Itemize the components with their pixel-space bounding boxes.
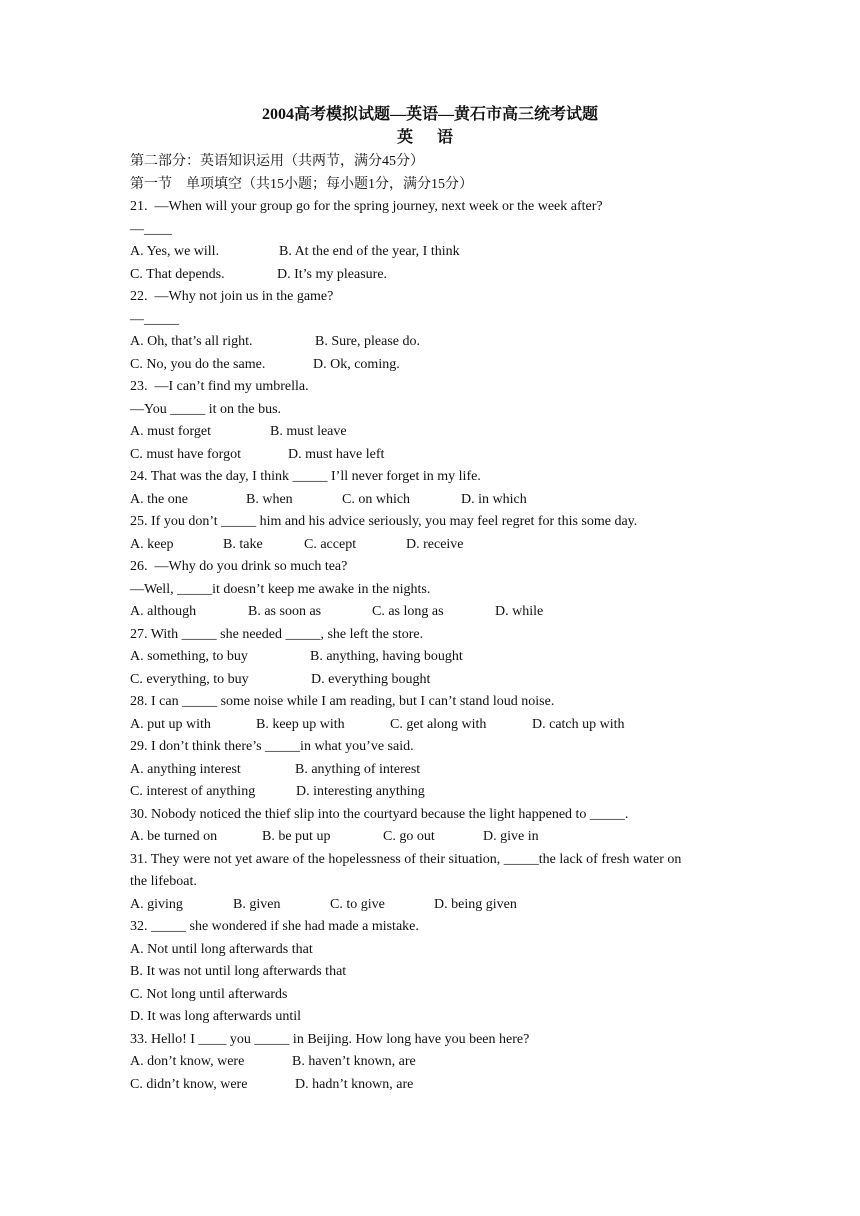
option-row [130, 714, 740, 737]
answer-option: A. be turned on [130, 829, 218, 844]
question-line: C. Not long until afterwards [130, 986, 288, 1002]
option-row [130, 646, 740, 669]
answer-option: A. don’t know, were [130, 1054, 245, 1069]
answer-option: C. interest of anything [130, 784, 256, 799]
option-row [130, 331, 740, 354]
answer-option: C. get along with [390, 716, 487, 732]
section-heading: 第二部分：英语知识运用（共两节，满分45分） [130, 154, 424, 169]
answer-option: B. as soon as [248, 604, 322, 619]
answer-option: D. while [495, 604, 544, 619]
question-line: 24. That was the day, I think _____ I’ll never forget in my life. [130, 469, 481, 484]
answer-option: D. give in [483, 829, 539, 844]
question-line: D. It was long afterwards until [130, 1009, 302, 1024]
question-line: 26. —Why do you drink so much tea? [130, 559, 348, 574]
answer-option: D. It’s my pleasure. [277, 266, 388, 282]
answer-option: A. put up with [130, 716, 211, 732]
answer-option: C. on which [342, 491, 411, 507]
page-subtitle: 英 语 [396, 129, 463, 146]
question-line: —Well, _____it doesn’t keep me awake in the nights. [130, 581, 431, 597]
option-row [130, 826, 740, 849]
answer-option: D. everything bought [311, 671, 431, 687]
answer-option: B. be put up [262, 829, 331, 844]
answer-option: B. take [223, 536, 263, 552]
answer-option: B. Sure, please do. [315, 334, 420, 349]
document-body [130, 151, 740, 1096]
option-row [130, 444, 740, 467]
answer-option: A. anything interest [130, 761, 241, 777]
answer-option: D. interesting anything [296, 784, 425, 799]
answer-option: D. in which [461, 491, 527, 507]
option-row [130, 1051, 740, 1074]
answer-option: B. At the end of the year, I think [279, 244, 460, 259]
answer-option: C. go out [383, 829, 435, 844]
answer-option: C. didn’t know, were [130, 1076, 248, 1092]
question-line: 32. _____ she wondered if she had made a mistake. [130, 919, 419, 934]
option-row [130, 669, 740, 692]
option-row [130, 354, 740, 377]
question-line: 21. —When will your group go for the spring journey, next week or the week after? [130, 199, 603, 214]
answer-option: C. as long as [372, 604, 444, 619]
answer-option: D. being given [434, 896, 517, 912]
option-row [130, 894, 740, 917]
answer-option: A. must forget [130, 424, 212, 439]
question-line: B. It was not until long afterwards that [130, 964, 347, 979]
answer-option: A. the one [130, 491, 188, 507]
answer-option: C. everything, to buy [130, 671, 249, 687]
answer-option: A. Oh, that’s all right. [130, 334, 253, 349]
answer-option: A. something, to buy [130, 649, 248, 664]
answer-option: A. Yes, we will. [130, 244, 220, 259]
answer-option: C. No, you do the same. [130, 356, 266, 372]
answer-option: C. must have forgot [130, 446, 241, 462]
answer-option: C. That depends. [130, 266, 225, 282]
answer-option: B. keep up with [256, 716, 345, 732]
answer-option: B. haven’t known, are [292, 1054, 416, 1069]
question-line: 25. If you don’t _____ him and his advice seriously, you may feel regret for this some day. [130, 514, 638, 529]
question-line: 30. Nobody noticed the thief slip into the courtyard because the light happened to _____. [130, 806, 629, 822]
question-line: —____ [130, 221, 172, 237]
page-title: 2004高考模拟试题—英语—黄石市高三统考试题 [261, 106, 598, 123]
question-line: 23. —I can’t find my umbrella. [130, 379, 309, 394]
option-row [130, 759, 740, 782]
answer-option: D. receive [406, 536, 464, 552]
option-row [130, 601, 740, 624]
answer-option: B. must leave [270, 424, 347, 439]
answer-option: B. given [233, 896, 281, 912]
answer-option: D. Ok, coming. [313, 356, 400, 372]
question-line: the lifeboat. [130, 874, 197, 889]
option-row [130, 489, 740, 512]
question-line: 27. With _____ she needed _____, she left the store. [130, 626, 424, 642]
option-row [130, 534, 740, 557]
option-row [130, 781, 740, 804]
answer-option: B. anything of interest [295, 761, 421, 777]
subsection-heading: 第一节 单项填空（共15小题；每小题1分，满分15分） [130, 176, 473, 192]
question-line: 29. I don’t think there’s _____in what you’ve said. [130, 739, 414, 754]
option-row [130, 1074, 740, 1097]
answer-option: A. keep [130, 536, 174, 552]
question-line: 33. Hello! I ____ you _____ in Beijing. How long have you been here? [130, 1031, 530, 1047]
answer-option: A. although [130, 604, 197, 619]
question-line: —_____ [130, 311, 179, 327]
question-line: 31. They were not yet aware of the hopelessness of their situation, _____the lack of fresh water on [130, 851, 682, 867]
answer-option: D. hadn’t known, are [295, 1076, 414, 1092]
answer-option: A. giving [130, 896, 183, 912]
question-line: 28. I can _____ some noise while I am reading, but I can’t stand loud noise. [130, 694, 555, 709]
answer-option: B. anything, having bought [310, 649, 463, 664]
answer-option: D. catch up with [532, 716, 625, 732]
option-row [130, 264, 740, 287]
question-line: 22. —Why not join us in the game? [130, 289, 334, 304]
answer-option: C. to give [330, 896, 385, 912]
answer-option: B. when [246, 491, 293, 507]
question-line: A. Not until long afterwards that [130, 941, 313, 957]
option-row [130, 421, 740, 444]
option-row [130, 241, 740, 264]
answer-option: D. must have left [288, 446, 385, 462]
question-line: —You _____ it on the bus. [130, 401, 282, 417]
answer-option: C. accept [304, 536, 357, 552]
